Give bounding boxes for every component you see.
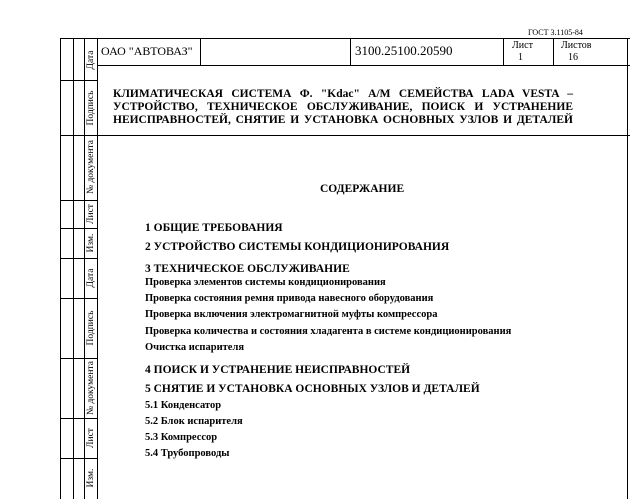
contents-heading: СОДЕРЖАНИЕ [320,183,405,195]
toc-item[interactable]: 5.4 Трубопроводы [145,448,230,459]
stamp-sheet-bottom: Лист [86,428,96,448]
frame-top-line [60,38,630,39]
header-sep-1 [200,38,201,66]
stamp-row-line-c [60,200,98,201]
header-sep-4 [553,38,554,66]
header-sep-2 [350,38,351,66]
stamp-row-line-h [60,418,98,419]
stamp-col-line-1 [60,38,61,499]
toc-item[interactable]: 2 УСТРОЙСТВО СИСТЕМЫ КОНДИЦИОНИРОВАНИЯ [145,241,450,253]
sheets-value: 16 [568,52,578,63]
stamp-docnum-top: № документа [86,140,96,194]
stamp-row-line-e [60,258,98,259]
sheet-value: 1 [518,52,523,63]
frame-right-line [627,38,628,499]
header-sep-3 [503,38,504,66]
toc-item[interactable]: 5 СНЯТИЕ И УСТАНОВКА ОСНОВНЫХ УЗЛОВ И ДЕТАЛЕЙ [145,383,480,395]
stamp-date-top: Дата [86,50,96,70]
sheets-label: Листов [561,40,592,51]
toc-item[interactable]: Проверка состояния ремня привода навесного оборудования [145,293,434,304]
frame-left-line [97,38,98,499]
document-number: 3100.25100.20590 [355,43,453,58]
stamp-docnum-bottom: № документа [86,361,96,415]
stamp-col-line-3 [84,38,85,499]
stamp-row-line-top [60,38,98,39]
toc-item[interactable]: Проверка количества и состояния хладагента в системе кондиционирования [145,326,512,337]
toc-item[interactable]: 1 ОБЩИЕ ТРЕБОВАНИЯ [145,222,283,234]
frame-header-bottom-line [97,65,630,66]
stamp-sheet-top: Лист [86,204,96,224]
stamp-row-line-d [60,228,98,229]
stamp-signature-bottom: Подпись [86,310,96,346]
stamp-row-line-g [60,358,98,359]
stamp-row-line-a [60,80,98,81]
stamp-change-top: Изм. [86,233,96,253]
toc-item[interactable]: 3 ТЕХНИЧЕСКОЕ ОБСЛУЖИВАНИЕ [145,263,350,275]
stamp-date-bottom: Дата [86,268,96,288]
toc-item[interactable]: 5.2 Блок испарителя [145,416,243,427]
toc-item[interactable]: Проверка элементов системы кондиционирования [145,277,386,288]
stamp-row-line-f [60,298,98,299]
stamp-change-bottom: Изм. [86,468,96,488]
toc-item[interactable]: 5.1 Конденсатор [145,400,222,411]
sheet-label: Лист [512,40,533,51]
frame-title-bottom-line [97,135,630,136]
toc-item[interactable]: 5.3 Компрессор [145,432,218,443]
toc-item[interactable]: Проверка включения электромагнитной муфты компрессора [145,309,438,320]
stamp-col-line-2 [73,38,74,499]
gost-standard-label: ГОСТ 3.1105-84 [528,28,583,37]
stamp-row-line-b [60,135,98,136]
stamp-signature-top: Подпись [86,90,96,126]
document-title: КЛИМАТИЧЕСКАЯ СИСТЕМА Ф. "Kdac" А/М СЕМЕЙСТВА LADA VESTA – УСТРОЙСТВО, ТЕХНИЧЕСКОЕ ОБСЛУЖИВАНИЕ, ПОИСК И УСТРАНЕНИЕ НЕИСПРАВНОСТЕЙ, СНЯТИЕ И УСТАНОВКА ОСНОВНЫХ УЗЛОВ И ДЕТАЛЕЙ [113,88,573,126]
stamp-row-line-i [60,458,98,459]
company-name: ОАО "АВТОВАЗ" [101,44,193,58]
toc-item[interactable]: Очистка испарителя [145,342,245,353]
toc-item[interactable]: 4 ПОИСК И УСТРАНЕНИЕ НЕИСПРАВНОСТЕЙ [145,364,411,376]
